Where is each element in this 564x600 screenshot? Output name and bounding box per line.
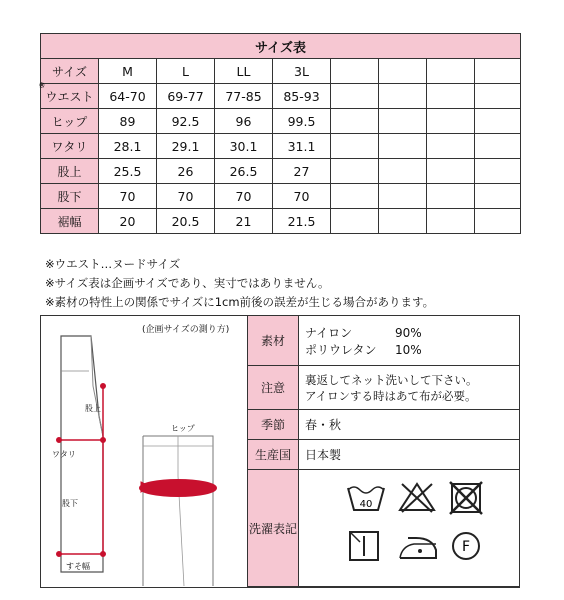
material-name: ナイロン (305, 325, 353, 340)
table-cell: 99.5 (273, 109, 331, 134)
table-cell: 69-77 (157, 84, 215, 109)
size-col: L (157, 59, 215, 84)
season-value: 春・秋 (299, 410, 520, 440)
table-cell: 64-70 (99, 84, 157, 109)
wash-temp: 40 (359, 499, 373, 510)
material-pct: 90% (395, 325, 422, 340)
table-cell (475, 134, 521, 159)
material-value (299, 316, 520, 366)
table-cell (379, 109, 427, 134)
table-cell: 27 (273, 159, 331, 184)
table-cell (427, 159, 475, 184)
no-bleach-icon (400, 484, 434, 512)
label-thigh: ワタリ (52, 450, 76, 459)
size-col: 3L (273, 59, 331, 84)
table-cell (331, 209, 379, 234)
size-header-label: サイズ (41, 59, 99, 84)
care-symbols (340, 480, 500, 580)
row-label: 股上 (41, 159, 99, 184)
table-cell (331, 184, 379, 209)
table-cell (475, 109, 521, 134)
table-row (41, 159, 521, 184)
size-header-row (41, 59, 521, 84)
note-planned-size: ※サイズ表は企画サイズであり、実寸ではありません。 (45, 276, 330, 290)
row-label: ヒップ (41, 109, 99, 134)
table-cell: 25.5 (99, 159, 157, 184)
row-label: 裾幅 (41, 209, 99, 234)
iron-low-icon (400, 538, 436, 558)
table-cell (379, 134, 427, 159)
size-col (427, 59, 475, 84)
note-waist: ※ウエスト…ヌードサイズ (45, 257, 181, 271)
size-col (331, 59, 379, 84)
table-cell (475, 209, 521, 234)
table-cell: 20 (99, 209, 157, 234)
info-row-material (248, 316, 520, 366)
table-cell (427, 84, 475, 109)
wash-40-icon (348, 487, 384, 510)
table-cell (427, 209, 475, 234)
size-col: M (99, 59, 157, 84)
table-cell (331, 84, 379, 109)
table-cell (475, 84, 521, 109)
table-cell: 85-93 (273, 84, 331, 109)
table-row (41, 84, 521, 109)
table-cell (331, 109, 379, 134)
info-row-origin (248, 440, 520, 470)
caution-line: 裏返してネット洗いして下さい。 (305, 372, 478, 387)
drip-dry-shade-icon (350, 532, 378, 560)
table-cell (379, 209, 427, 234)
info-row-season (248, 410, 520, 440)
size-col (379, 59, 427, 84)
material-line (305, 324, 513, 341)
origin-value: 日本製 (299, 440, 520, 470)
table-cell: 70 (215, 184, 273, 209)
asterisk-mark: ※ (38, 80, 46, 90)
table-cell: 28.1 (99, 134, 157, 159)
label-inseam: 股下 (62, 499, 78, 508)
dry-clean-f-icon (453, 533, 479, 559)
table-cell (427, 109, 475, 134)
table-cell: 92.5 (157, 109, 215, 134)
table-cell: 77-85 (215, 84, 273, 109)
table-row (41, 109, 521, 134)
row-label (38, 80, 99, 109)
material-label: 素材 (248, 316, 299, 366)
table-cell (331, 159, 379, 184)
table-row (41, 134, 521, 159)
table-cell: 89 (99, 109, 157, 134)
table-cell: 29.1 (157, 134, 215, 159)
size-col (475, 59, 521, 84)
diagram-caption: (企画サイズの測り方) (142, 325, 230, 335)
origin-label: 生産国 (248, 440, 299, 470)
table-cell: 21.5 (273, 209, 331, 234)
row-label-text: ウエスト (45, 89, 94, 104)
table-cell: 31.1 (273, 134, 331, 159)
size-table-title: サイズ表 (41, 34, 521, 59)
note-tolerance: ※素材の特性上の関係でサイズに1cm前後の誤差が生じる場合があります。 (45, 295, 435, 309)
row-label: ワタリ (41, 134, 99, 159)
table-cell (475, 159, 521, 184)
season-label: 季節 (248, 410, 299, 440)
table-cell (379, 84, 427, 109)
info-row-caution (248, 366, 520, 410)
label-rise: 股上 (85, 404, 101, 413)
table-cell: 70 (273, 184, 331, 209)
material-pct: 10% (395, 342, 422, 357)
caution-value (299, 366, 520, 410)
table-row (41, 209, 521, 234)
table-cell: 26 (157, 159, 215, 184)
table-cell: 20.5 (157, 209, 215, 234)
label-hip: ヒップ (171, 424, 195, 433)
care-label: 洗濯表記 (248, 470, 299, 587)
table-cell (379, 159, 427, 184)
table-cell: 21 (215, 209, 273, 234)
size-col: LL (215, 59, 273, 84)
caution-line: アイロンする時はあて布が必要。 (305, 388, 477, 403)
row-label: 股下 (41, 184, 99, 209)
table-cell: 96 (215, 109, 273, 134)
size-table (40, 33, 521, 234)
table-cell (427, 184, 475, 209)
table-cell: 70 (157, 184, 215, 209)
material-name: ポリウレタン (305, 342, 377, 357)
table-cell (379, 184, 427, 209)
table-cell: 70 (99, 184, 157, 209)
label-hem: すそ幅 (66, 562, 90, 571)
material-line (305, 341, 513, 358)
dry-clean-letter: F (461, 539, 471, 555)
table-cell (427, 134, 475, 159)
caution-label: 注意 (248, 366, 299, 410)
table-cell: 30.1 (215, 134, 273, 159)
table-cell (475, 184, 521, 209)
table-row (41, 184, 521, 209)
no-tumble-dry-icon (450, 482, 482, 514)
table-cell: 26.5 (215, 159, 273, 184)
table-cell (331, 134, 379, 159)
